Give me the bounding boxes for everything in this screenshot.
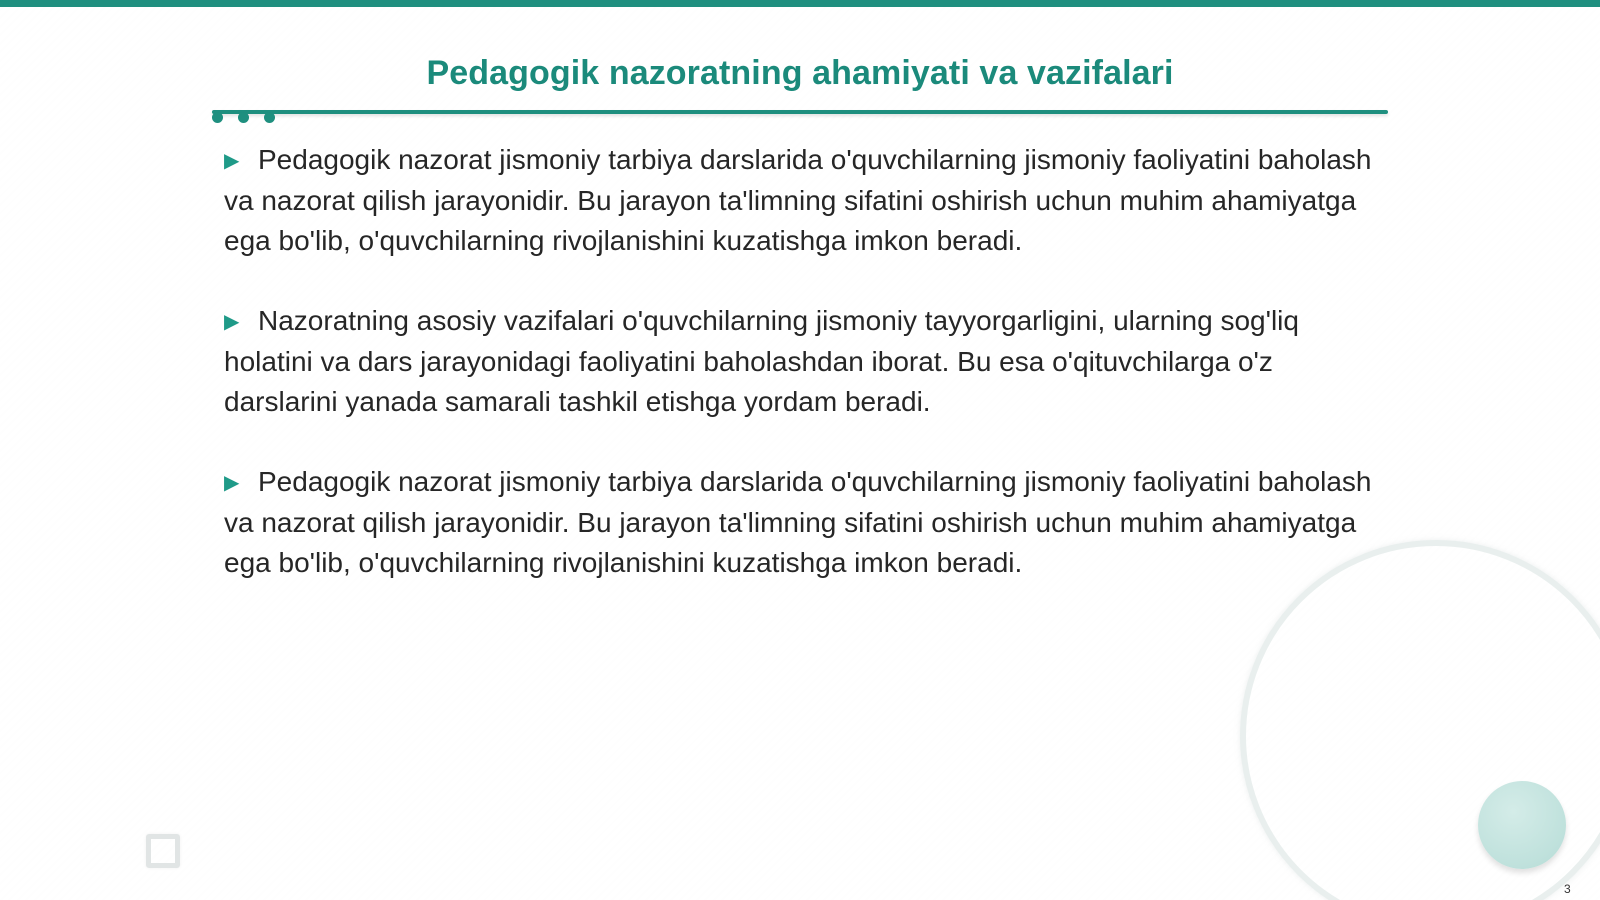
triangle-right-icon: ▶ xyxy=(224,472,240,494)
bullet-paragraph xyxy=(224,140,1374,261)
triangle-right-icon: ▶ xyxy=(224,150,240,172)
decorative-dot xyxy=(264,112,275,123)
page-number: 3 xyxy=(1564,882,1571,896)
paragraph-text: Nazoratning asosiy vazifalari o'quvchilarning jismoniy tayyorgarligini, ularning sog'liq holatini va dars jarayonidagi faoliyatini baholashdan iborat. Bu esa o'qituvchilarga o'z darslarini yanada samarali tashkil etishga yordam beradi. xyxy=(224,305,1299,417)
decorative-circle xyxy=(1478,781,1566,869)
triangle-right-icon: ▶ xyxy=(224,311,240,333)
slide-title: Pedagogik nazoratning ahamiyati va vazifalari xyxy=(426,54,1174,92)
bullet-paragraph xyxy=(224,462,1374,583)
decorative-dot xyxy=(238,112,249,123)
decorative-dot xyxy=(212,112,223,123)
decorative-square xyxy=(146,834,180,868)
top-accent-bar xyxy=(0,0,1600,7)
bullet-paragraph xyxy=(224,301,1374,422)
bullet-list xyxy=(224,140,1374,623)
paragraph-text: Pedagogik nazorat jismoniy tarbiya darslarida o'quvchilarning jismoniy faoliyatini baholash va nazorat qilish jarayonidir. Bu jarayon ta'limning sifatini oshirish uchun muhim ahamiyatga ega bo'lib, o'quvchilarning rivojlanishini kuzatishga imkon beradi. xyxy=(224,144,1372,256)
paragraph-text: Pedagogik nazorat jismoniy tarbiya darslarida o'quvchilarning jismoniy faoliyatini baholash va nazorat qilish jarayonidir. Bu jarayon ta'limning sifatini oshirish uchun muhim ahamiyatga ega bo'lib, o'quvchilarning rivojlanishini kuzatishga imkon beradi. xyxy=(224,466,1372,578)
title-underline xyxy=(212,110,1388,114)
